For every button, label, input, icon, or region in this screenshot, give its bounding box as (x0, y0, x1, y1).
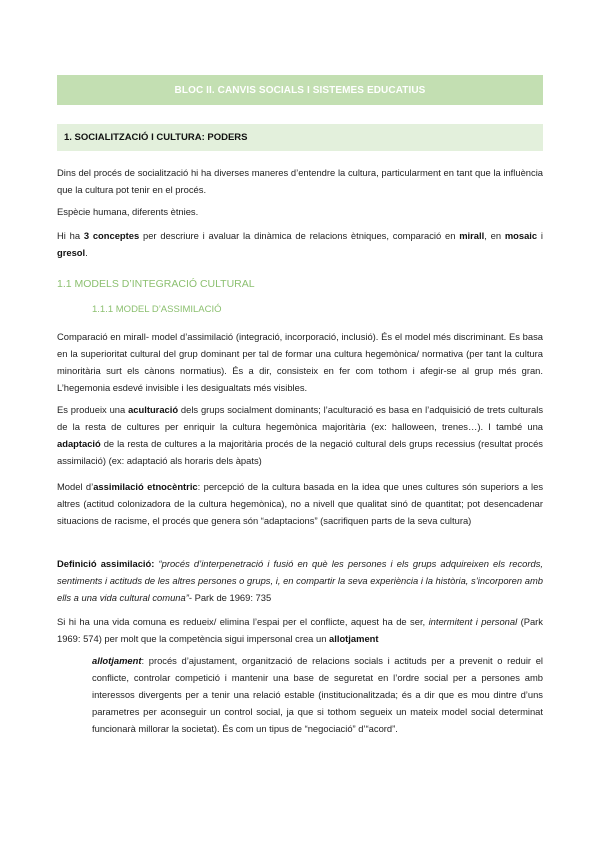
paragraph-aculturacio: Es produeix una aculturació dels grups socialment dominants; l’aculturació es basa en l’adquisició de trets culturals de la resta de cultures per enriquir la cultura hegemònica majoritària (ex: halloween, trenes…). I també una adaptació de la resta de cultures a la majoritària procés de la negació cultural dels grups recessius (resultat procés assimilació) (ex: adaptació als horaris dels àpats) (57, 404, 544, 466)
paragraph-comparacio: Comparació en mirall- model d’assimilació (integració, incorporació, inclusió). És el model més discriminant. Es basa en la superioritat cultural del grup dominant per tal de formar una cultura hegemònica/ normativa (per tant la cultura minoritària surt els cànons normatius). És a dir, consisteix en fer com tothom i afegir-se al grup més gran. L’hegemonia esdevé invisible i les desigualtats més visibles. (57, 331, 543, 393)
paragraph-vida-comuna: Si hi ha una vida comuna es redueix/ elimina l’espai per el conflicte, aquest ha de ser, intermitent i personal (Park 1969: 574) per molt que la competència sigui impersonal crea un allotjament (57, 616, 543, 644)
intro-paragraph-2: Espècie humana, diferents ètnies. (57, 206, 199, 217)
section-title-bar (57, 124, 543, 151)
heading-model-assimilacio: 1.1.1 MODEL D’ASSIMILACIÓ (92, 304, 222, 315)
paragraph-model-etnocentric: Model d’assimilació etnocèntric: percepció de la cultura basada en la idea que unes cultures són superiors a les altres (actitud colonizadora de la cultura hegemònica), no a nivell que qualitat sinó de quantitat; pot desencadenar situacions de racisme, el procés que genera són “adaptacions” (sacrifiquen parts de la seva cultura) (57, 481, 544, 526)
paragraph-allotjament: allotjament: procés d’ajustament, organització de relacions socials i actituds per a prevenit o reduir el conflicte, controlar competició i mantenir una base de seguretat en l’ordre social per a persones amb interessos divergents per a tenir una relació estable (institucionalitzada; és a dir que es mou dintre d’uns parametres per aconseguir un control social, ja que si tothom segueix un mateix model social determinat funcionarà millorar la societat). És com un tipus de “negociació” d’“acord”. (92, 655, 543, 734)
intro-paragraph-1: Dins del procés de socialització hi ha diverses maneres d’entendre la cultura, particularment en tant que la influència que la cultura pot tenir en el procés. (57, 167, 543, 195)
block-banner: BLOC II. CANVIS SOCIALS I SISTEMES EDUCATIUS (57, 75, 543, 105)
heading-models-integracio: 1.1 MODELS D’INTEGRACIÓ CULTURAL (57, 278, 255, 290)
intro-paragraph-3: Hi ha 3 conceptes per descriure i avaluar la dinàmica de relacions ètniques, comparació en mirall, en mosaic i gresol. (57, 230, 543, 258)
section-title: 1. SOCIALITZACIÓ I CULTURA: PODERS (64, 132, 248, 143)
paragraph-definicio: Definició assimilació: “procés d’interpenetració i fusió en què les persones i els grups adquireixen els records, sentiments i actituds de les altres persones o grups, i, en compartir la seva experiència i la història, s’incorporen amb ells a una vida cultural comuna”- Park de 1969: 735 (57, 558, 543, 603)
